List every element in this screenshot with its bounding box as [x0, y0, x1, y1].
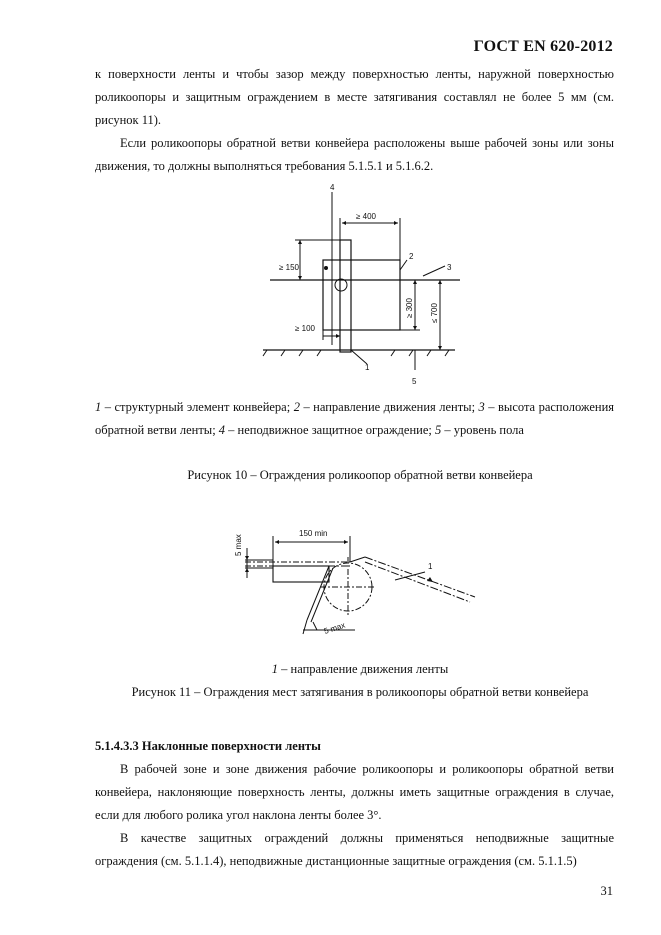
- figure-10-caption: Рисунок 10 – Ограждения роликоопор обратной ветви конвейера: [187, 468, 533, 482]
- section-title: Наклонные поверхности ленты: [141, 739, 321, 753]
- figure-11-drawing: [225, 522, 485, 647]
- fig10-dim-100: ≥ 100: [295, 324, 315, 333]
- return-roller: [335, 279, 347, 291]
- fig11-dim-5-bottom: 5 max: [322, 620, 347, 636]
- fig10-dim-400: ≥ 400: [356, 212, 376, 221]
- fig11-dim-150: 150 min: [299, 529, 328, 538]
- conveyor-frame: [323, 260, 400, 330]
- paragraph-return-belt: Если роликоопоры обратной ветви конвейера расположены выше рабочей зоны или зоны движения, то должны выполняться требования 5.1.5.1 и 5.1.6.2.: [95, 136, 614, 173]
- guard-plate: [273, 566, 329, 582]
- fig10-label-3: 3: [447, 263, 452, 272]
- fig10-label-2: 2: [409, 252, 414, 261]
- figure-10-legend: 1 – структурный элемент конвейера; 2 – направление движения ленты; 3 – высота расположения обратной ветви ленты; 4 – неподвижное защитное ограждение; 5 – уровень пола: [95, 400, 615, 437]
- figure-11-caption: Рисунок 11 – Ограждения мест затягивания в роликоопоры обратной ветви конвейера: [131, 685, 589, 699]
- guard-post: [340, 240, 351, 352]
- belt-line: [365, 557, 475, 597]
- fig11-dim-5-left: 5 max: [234, 534, 243, 556]
- fig11-label-1: 1: [428, 562, 433, 571]
- document-header: ГОСТ EN 620-2012: [473, 38, 613, 55]
- figure-10-drawing: [255, 178, 475, 393]
- fig10-label-5: 5: [412, 377, 417, 386]
- page-number: 31: [600, 884, 613, 898]
- fig10-dim-150: ≥ 150: [279, 263, 299, 272]
- paragraph-inclined-belt: В рабочей зоне и зоне движения рабочие роликоопоры и роликоопоры обратной ветви конвейера, наклоняющие поверхность ленты, должны иметь защитные ограждения в случае, если для любого ролика угол наклона ленты более 3°.: [95, 762, 614, 822]
- fig10-dim-300: ≥ 300: [405, 298, 414, 318]
- figure-11-legend: 1 – направление движения ленты: [271, 662, 449, 676]
- fig10-label-1: 1: [365, 363, 370, 372]
- fig10-label-4: 4: [330, 183, 335, 192]
- paragraph-guards: В качестве защитных ограждений должны применяться неподвижные защитные ограждения (см. 5.1.1.4), неподвижные дистанционные защитные ограждения (см. 5.1.1.5): [95, 831, 614, 868]
- fig10-dim-700: ≤ 700: [430, 303, 439, 323]
- section-heading: [95, 735, 614, 758]
- paragraph-continuation: к поверхности ленты и чтобы зазор между поверхностью ленты, наружной поверхностью роликоопоры и защитным ограждением в месте затягивания составлял не более 5 мм (см. рисунок 11).: [95, 67, 614, 127]
- section-number: 5.1.4.3.3: [95, 739, 139, 753]
